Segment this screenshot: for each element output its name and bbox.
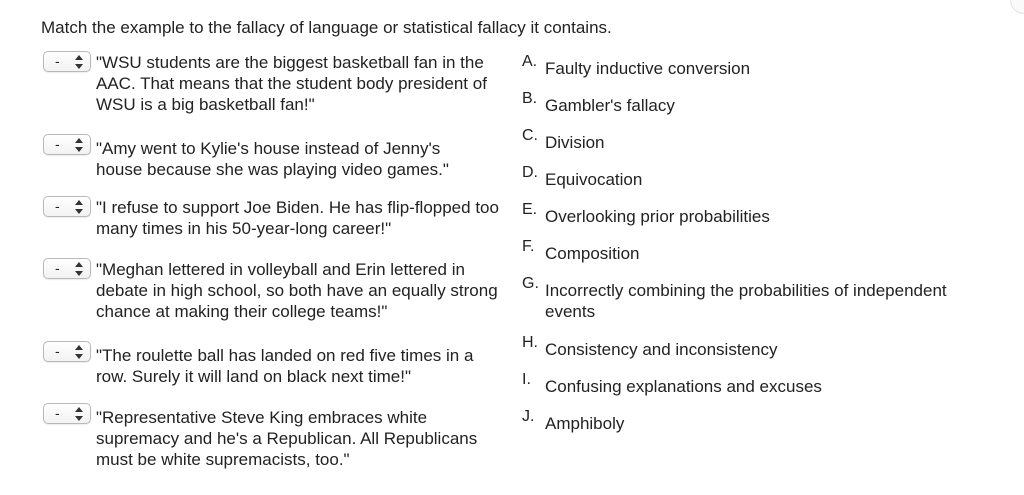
option-letter: A. xyxy=(522,53,538,70)
option-text: Consistency and inconsistency xyxy=(545,340,778,359)
select-value: - xyxy=(55,53,60,69)
answer-select-4[interactable] xyxy=(43,258,91,279)
up-down-arrows-icon xyxy=(74,199,84,215)
up-down-arrows-icon xyxy=(74,406,84,422)
instructions-text: Match the example to the fallacy of language or statistical fallacy it contains. xyxy=(41,18,612,37)
option-letter: I. xyxy=(522,371,531,388)
select-value: - xyxy=(55,260,60,276)
select-value: - xyxy=(55,343,60,359)
corner-decoration xyxy=(1010,0,1024,14)
option-text: Confusing explanations and excuses xyxy=(545,377,822,396)
up-down-arrows-icon xyxy=(74,137,84,153)
question-text-2: "Amy went to Kylie's house instead of Jenny's house because she was playing video games." xyxy=(96,139,449,179)
select-value: - xyxy=(55,136,60,152)
up-down-arrows-icon xyxy=(74,54,84,70)
option-text: Composition xyxy=(545,244,640,263)
option-text: Division xyxy=(545,133,605,152)
option-text: Overlooking prior probabilities xyxy=(545,207,770,226)
option-text: Amphiboly xyxy=(545,414,625,433)
answer-select-5[interactable] xyxy=(43,341,91,362)
answer-select-1[interactable] xyxy=(43,51,91,72)
question-text-6: "Representative Steve King embraces white supremacy and he's a Republican. All Republicans must be white supremacists, too." xyxy=(96,408,478,469)
option-text: Faulty inductive conversion xyxy=(545,59,751,78)
select-value: - xyxy=(55,198,60,214)
option-letter: B. xyxy=(522,90,538,107)
question-text-5: "The roulette ball has landed on red five times in a row. Surely it will land on black next time!" xyxy=(96,346,474,386)
answer-select-2[interactable] xyxy=(43,134,91,155)
up-down-arrows-icon xyxy=(74,344,84,360)
question-text-1: "WSU students are the biggest basketball fan in the AAC. That means that the student body president of WSU is a big basketball fan!" xyxy=(96,53,487,114)
answer-select-3[interactable] xyxy=(43,196,91,217)
option-text: Incorrectly combining the probabilities of independent events xyxy=(545,281,947,321)
option-letter: H. xyxy=(522,334,538,351)
option-letter: C. xyxy=(522,127,538,144)
option-letter: D. xyxy=(522,164,538,181)
option-letter: G. xyxy=(522,275,539,292)
question-text-4: "Meghan lettered in volleyball and Erin lettered in debate in high school, so both have an equally strong chance at making their college teams!" xyxy=(96,260,498,321)
up-down-arrows-icon xyxy=(74,261,84,277)
answer-select-6[interactable] xyxy=(43,403,91,424)
option-text: Gambler's fallacy xyxy=(545,96,675,115)
option-text: Equivocation xyxy=(545,170,643,189)
option-letter: F. xyxy=(522,238,535,255)
select-value: - xyxy=(55,405,60,421)
question-text-3: "I refuse to support Joe Biden. He has flip-flopped too many times in his 50-year-long career!" xyxy=(96,198,499,238)
option-letter: E. xyxy=(522,201,538,218)
option-letter: J. xyxy=(522,408,535,425)
